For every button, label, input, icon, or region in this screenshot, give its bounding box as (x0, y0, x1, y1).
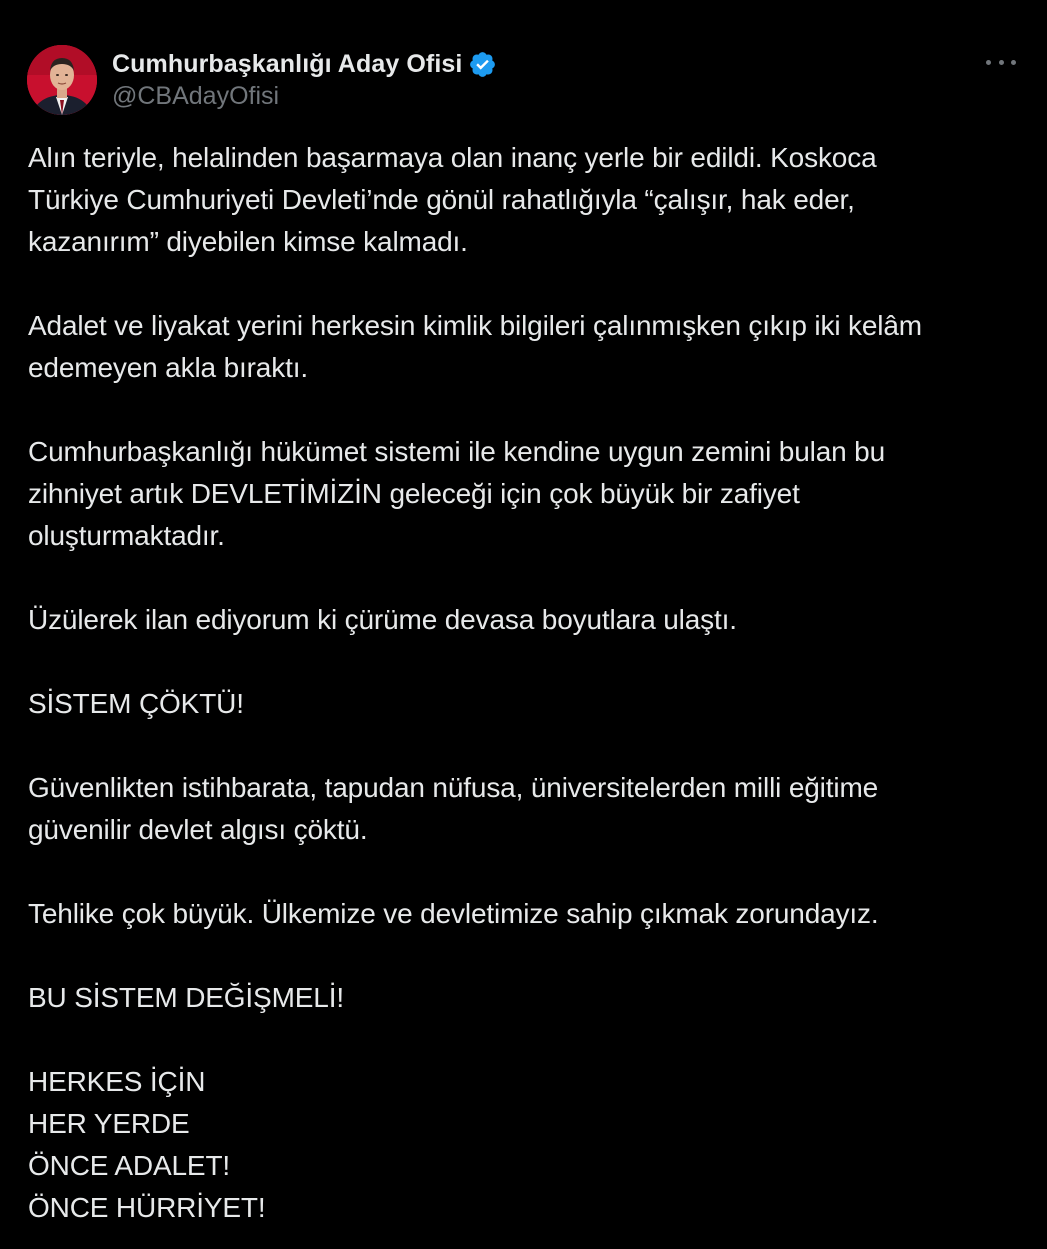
tweet-line: Tehlike çok büyük. Ülkemize ve devletimize sahip çıkmak zorundayız. (28, 898, 879, 929)
tweet-line: Güvenlikten istihbarata, tapudan nüfusa, üniversitelerden milli eğitime (28, 772, 879, 803)
tweet-line: zihniyet artık DEVLETİMİZİN geleceği için çok büyük bir zafiyet (28, 478, 800, 509)
more-dot (1011, 60, 1016, 65)
tweet-line: HER YERDE (28, 1108, 190, 1139)
tweet-line: SİSTEM ÇÖKTÜ! (28, 688, 244, 719)
display-name[interactable]: Cumhurbaşkanlığı Aday Ofisi (112, 49, 463, 78)
tweet-header (27, 45, 1020, 117)
more-dot (986, 60, 991, 65)
display-name-row (112, 47, 497, 81)
tweet-paragraph (28, 431, 1028, 557)
tweet-line: Türkiye Cumhuriyeti Devleti’nde gönül rahatlığıyla “çalışır, hak eder, (28, 184, 855, 215)
avatar[interactable] (27, 45, 97, 115)
tweet-line: ÖNCE ADALET! (28, 1150, 231, 1181)
profile-photo (27, 45, 97, 115)
more-options-icon[interactable] (986, 49, 1016, 75)
author-names (112, 47, 497, 111)
tweet-line: güvenilir devlet algısı çöktü. (28, 814, 368, 845)
tweet-line: BU SİSTEM DEĞİŞMELİ! (28, 982, 344, 1013)
tweet-paragraph (28, 767, 1028, 851)
tweet-paragraph (28, 137, 1028, 263)
tweet-line: Alın teriyle, helalinden başarmaya olan inanç yerle bir edildi. Koskoca (28, 142, 877, 173)
tweet-line: edemeyen akla bıraktı. (28, 352, 308, 383)
tweet-paragraph (28, 1061, 1028, 1229)
more-dot (999, 60, 1004, 65)
verified-badge-icon[interactable] (468, 50, 497, 79)
tweet-text (28, 137, 1028, 1229)
tweet-line: ÖNCE HÜRRİYET! (28, 1192, 266, 1223)
tweet-paragraph (28, 977, 1028, 1019)
tweet-line: kazanırım” diyebilen kimse kalmadı. (28, 226, 468, 257)
handle[interactable]: @CBAdayOfisi (112, 82, 280, 110)
tweet-line: Adalet ve liyakat yerini herkesin kimlik bilgileri çalınmışken çıkıp iki kelâm (28, 310, 922, 341)
tweet-line: oluşturmaktadır. (28, 520, 225, 551)
tweet-paragraph (28, 599, 1028, 641)
tweet-paragraph (28, 305, 1028, 389)
tweet-line: HERKES İÇİN (28, 1066, 206, 1097)
tweet-line: Cumhurbaşkanlığı hükümet sistemi ile kendine uygun zemini bulan bu (28, 436, 886, 467)
tweet-paragraph (28, 683, 1028, 725)
tweet-line: Üzülerek ilan ediyorum ki çürüme devasa boyutlara ulaştı. (28, 604, 737, 635)
tweet-paragraph (28, 893, 1028, 935)
